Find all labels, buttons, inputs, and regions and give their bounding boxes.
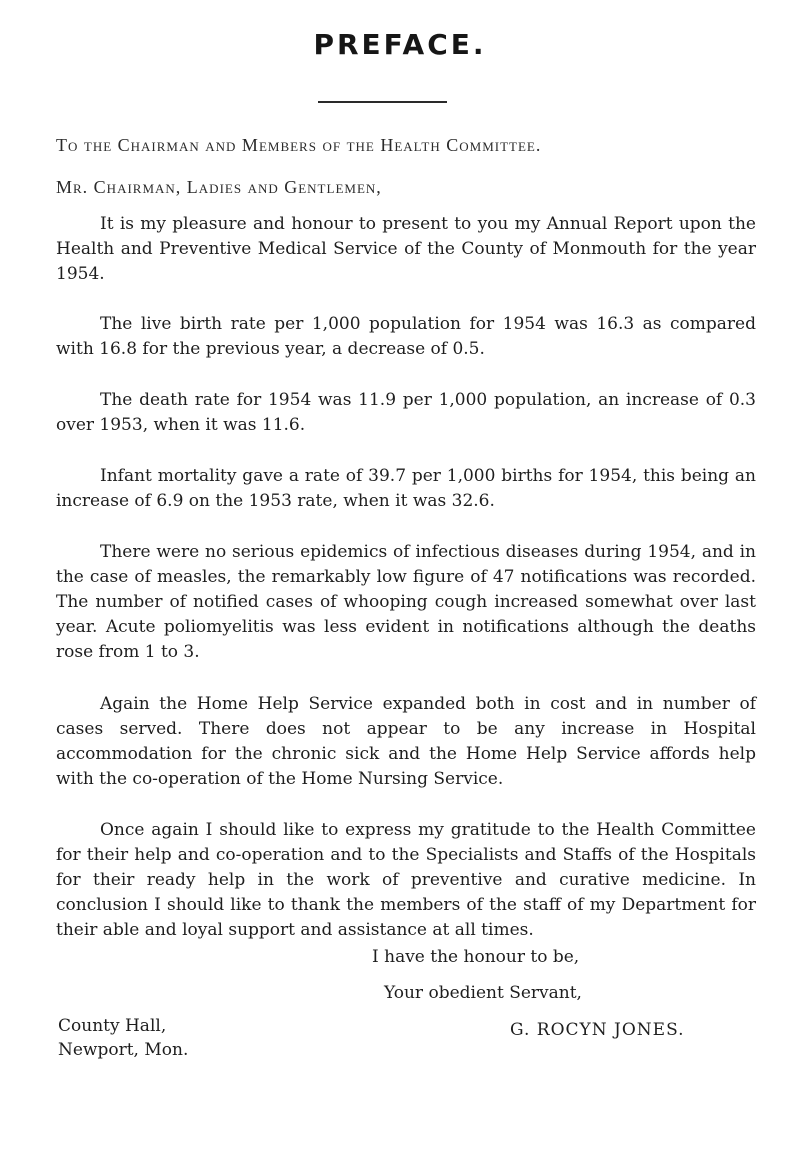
addressee-line: To the Chairman and Members of the Health Committee. [56,135,542,155]
paragraph-text: The live birth rate per 1,000 population for 1954 was 16.3 as compared with 16.8 for the previous year, a decrease of 0.5. [56,314,756,359]
paragraph-infectious-diseases [56,540,756,665]
greeting-line: Mr. Chairman, Ladies and Gentlemen, [56,177,382,197]
paragraph-gratitude [56,818,756,943]
closing-honour-line: I have the honour to be, [372,947,580,967]
paragraph-text: Again the Home Help Service expanded both in cost and in number of cases served. There does not appear to be any increase in Hospital accommodation for the chronic sick and the Home Help Service affords help with the co-operation of the Home Nursing Service. [56,694,756,789]
paragraph-report-intro [56,212,756,287]
paragraph-text: There were no serious epidemics of infectious diseases during 1954, and in the case of measles, the remarkably low figure of 47 notifications was recorded. The number of notified cases of whooping cough increased somewhat over last year. Acute poliomyelitis was less evident in notifications although the deaths rose from 1 to 3. [56,542,756,662]
sender-address [58,1014,188,1062]
address-line: Newport, Mon. [58,1040,189,1060]
paragraph-birth-rate [56,312,756,362]
paragraph-death-rate [56,388,756,438]
paragraph-text: It is my pleasure and honour to present to you my Annual Report upon the Health and Preventive Medical Service of the County of Monmouth for the year 1954. [56,214,756,284]
paragraph-infant-mortality [56,464,756,514]
paragraph-text: Once again I should like to express my gratitude to the Health Committee for their help and co-operation and to the Specialists and Staffs of the Hospitals for their ready help in the work of preventive and curative medicine. In conclusion I should like to thank the members of the staff of my Department for their able and loyal support and assistance at all times. [56,820,756,940]
paragraph-text: Infant mortality gave a rate of 39.7 per 1,000 births for 1954, this being an increase of 6.9 on the 1953 rate, when it was 32.6. [56,466,756,511]
paragraph-home-help [56,692,756,792]
title-divider [318,101,447,103]
page-title: PREFACE. [313,28,487,61]
paragraph-text: The death rate for 1954 was 11.9 per 1,000 population, an increase of 0.3 over 1953, when it was 11.6. [56,390,756,435]
address-line: County Hall, [58,1016,167,1036]
closing-servant-line: Your obedient Servant, [384,983,582,1003]
signature: G. ROCYN JONES. [510,1020,685,1040]
